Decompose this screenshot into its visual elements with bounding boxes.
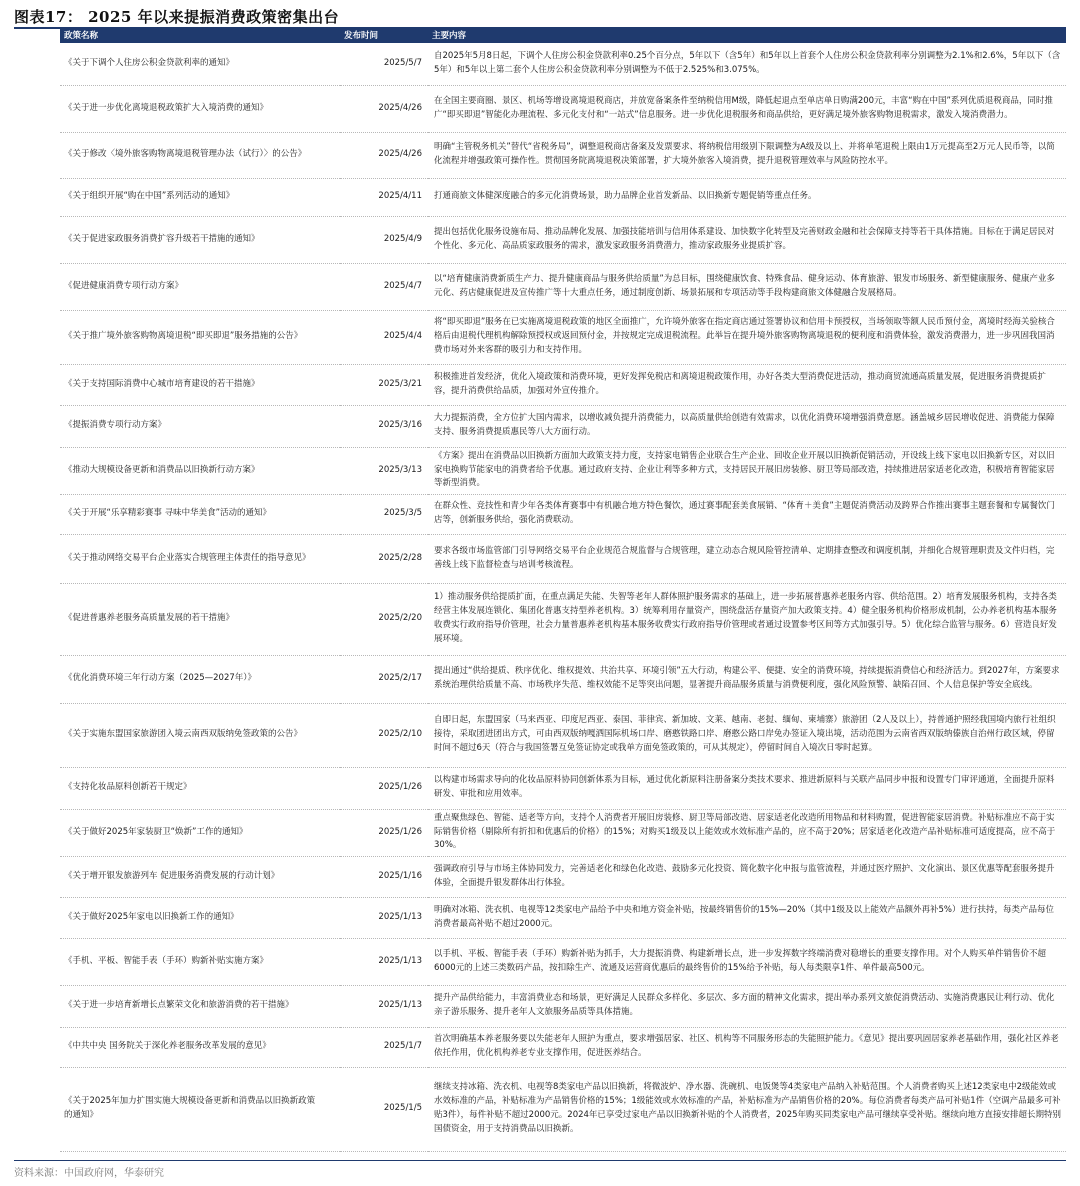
main-content-cell: 《方案》提出在消费品以旧换新方面加大政策支持力度，支持家电销售企业联合生产企业、回收企业开展以旧换新促销活动，开设线上线下家电以旧换新专区，对以旧家电换购节能家电的消费者给予优惠。通过政府支持、企业让利等多种方式，支持居民开展旧房装修、厨卫等局部改造，持续推进居家适老化改造，积极培育智能家居等新型消费。 (428, 447, 1066, 494)
release-date-cell: 2025/4/4 (340, 310, 428, 364)
source-note: 资料来源：中国政府网，华泰研究 (14, 1168, 164, 1179)
main-content-cell: 以“培育健康消费新质生产力、提升健康商品与服务供给质量”为总目标，围绕健康饮食、特殊食品、健身运动、体育旅游、银发市场服务、新型健康服务、健康产业多元化、药店健康促进及宣传推广等十大重点任务，通过制度创新、场景拓展和专项活动等手段构建商旅文体健融合发展格局。 (428, 263, 1066, 310)
table-row (60, 85, 1066, 132)
table-row (60, 405, 1066, 447)
table-row (60, 985, 1066, 1027)
table-row (60, 1067, 1066, 1151)
main-content-cell: 继续支持冰箱、洗衣机、电视等8类家电产品以旧换新，将微波炉、净水器、洗碗机、电饭煲等4类家电产品纳入补贴范围。个人消费者购买上述12类家电中2级能效或水效标准的产品，补贴标准为产品销售价格的15%；1级能效或水效标准的产品，补贴标准为产品销售价格的20%。每位消费者每类产品可补贴1件（空调产品最多可补贴3件），每件补贴不超过2000元。2024年已享受过家电产品以旧换新补贴的个人消费者，2025年购买同类家电产品可继续享受补贴。继续向地方直接安排超长期特别国债资金，用于支持消费品以旧换新。 (428, 1067, 1066, 1151)
table-body (60, 43, 1066, 1151)
release-date-cell: 2025/3/16 (340, 405, 428, 447)
table-header-row (60, 29, 1066, 43)
policy-name-cell: 《关于修改〈境外旅客购物离境退税管理办法（试行）〉的公告》 (60, 132, 340, 178)
main-content-cell: 提升产品供给能力，丰富消费业态和场景，更好满足人民群众多样化、多层次、多方面的精神文化需求，提出举办系列文旅促消费活动、实施消费惠民让利行动、优化亲子游乐服务、提升老年人文旅服务品质等具体措施。 (428, 985, 1066, 1027)
policy-table (60, 29, 1066, 1152)
bottom-rule (14, 1160, 1066, 1161)
main-content-cell: 要求各级市场监管部门引导网络交易平台企业规范合规监督与合规管理，建立动态合规风险管控清单、定期排查整改和调度机制，并细化合规管理职责及文件归档，完善线上线下监督检查与培训考核流程。 (428, 534, 1066, 583)
table-row (60, 447, 1066, 494)
table-row (60, 534, 1066, 583)
policy-name-cell: 《关于推广境外旅客购物离境退税“即买即退”服务措施的公告》 (60, 310, 340, 364)
policy-name-cell: 《关于实施东盟国家旅游团入境云南西双版纳免签政策的公告》 (60, 703, 340, 767)
policy-name-cell: 《关于推动网络交易平台企业落实合规管理主体责任的指导意见》 (60, 534, 340, 583)
table-row (60, 494, 1066, 534)
table-row (60, 216, 1066, 263)
release-date-cell: 2025/4/26 (340, 132, 428, 178)
policy-name-cell: 《促进健康消费专项行动方案》 (60, 263, 340, 310)
policy-name-cell: 《关于2025年加力扩围实施大规模设备更新和消费品以旧换新政策的通知》 (60, 1067, 340, 1151)
main-content-cell: 重点聚焦绿色、智能、适老等方向，支持个人消费者开展旧房装修、厨卫等局部改造、居家适老化改造所用物品和材料购置，促进智能家居消费。补贴标准应不高于实际销售价格（剔除所有折扣和优惠后的价格）的15%；对购买1级及以上能效或水效标准产品的，应不高于20%；居家适老化改造产品补贴标准可适度提高，应不高于30%。 (428, 809, 1066, 856)
table-row (60, 897, 1066, 938)
main-content-cell: 提出通过“供给提质、秩序优化、维权提效、共治共享、环境引领”五大行动，构建公平、便捷、安全的消费环境，持续提振消费信心和经济活力。到2027年，方案要求系统治理供给质量不高、市场秩序失范、维权效能不足等突出问题，显著提升商品服务质量与消费便利度，强化风险预警、缺陷召回、个人信息保护等安全底线。 (428, 655, 1066, 703)
release-date-cell: 2025/1/26 (340, 767, 428, 809)
release-date-cell: 2025/2/10 (340, 703, 428, 767)
main-content-cell: 明确“主管税务机关”替代“省税务局”，调整退税商店备案及发票要求、将纳税信用级别下限调整为A级及以上、并将单笔退税上限由1万元提高至2万元人民币等，以简化流程并增强政策可操作性。贯彻国务院离境退税决策部署，扩大境外旅客入境消费，提升退税管理效率与风险防控水平。 (428, 132, 1066, 178)
table-row (60, 856, 1066, 897)
release-date-cell: 2025/1/16 (340, 856, 428, 897)
policy-name-cell: 《关于开展“乐享精彩赛事 寻味中华美食”活动的通知》 (60, 494, 340, 534)
release-date-cell: 2025/1/13 (340, 985, 428, 1027)
policy-name-cell: 《提振消费专项行动方案》 (60, 405, 340, 447)
release-date-cell: 2025/1/26 (340, 809, 428, 856)
table-row (60, 767, 1066, 809)
table-row (60, 263, 1066, 310)
table-row (60, 178, 1066, 216)
table-row (60, 809, 1066, 856)
policy-name-cell: 《优化消费环境三年行动方案（2025—2027年）》 (60, 655, 340, 703)
main-content-cell: 自即日起，东盟国家（马来西亚、印度尼西亚、泰国、菲律宾、新加坡、文莱、越南、老挝、缅甸、柬埔寨）旅游团（2人及以上），持普通护照经我国境内旅行社组织接待，采取团进团出方式，可由西双版纳嘎洒国际机场口岸、磨憨铁路口岸、磨憨公路口岸免办签证入境出境，活动范围为云南省西双版纳傣族自治州行政区域，停留时间不超过6天（符合与我国签署互免签证协定或我单方面免签政策的，可从其规定），停留时间自入境次日零时起算。 (428, 703, 1066, 767)
policy-name-cell: 《促进普惠养老服务高质量发展的若干措施》 (60, 583, 340, 655)
main-content-cell: 1）推动服务供给提质扩面，在重点满足失能、失智等老年人群体照护服务需求的基础上，进一步拓展普惠养老服务内容、供给范围。2）培育发展服务机构，支持各类经营主体发展连锁化、集团化普惠支持型养老机构。3）统筹利用存量资产，围绕盘活存量资产加大政策支持。4）健全服务机构价格形成机制，公办养老机构基本服务收费实行政府指导价管理，社会力量普惠养老机构基本服务收费实行政府指导价管理或者通过设置参考区间等方式加强引导。5）优化综合监管与服务。6）营造良好发展环境。 (428, 583, 1066, 655)
table-row (60, 132, 1066, 178)
main-content-cell: 自2025年5月8日起，下调个人住房公积金贷款利率0.25个百分点，5年以下（含5年）和5年以上首套个人住房公积金贷款利率分别调整为2.1%和2.6%，5年以下（含5年）和5年以上第二套个人住房公积金贷款利率分别调整为不低于2.525%和3.075%。 (428, 43, 1066, 85)
release-date-cell: 2025/1/13 (340, 897, 428, 938)
table-row (60, 364, 1066, 405)
main-content-cell: 首次明确基本养老服务要以失能老年人照护为重点，要求增强居家、社区、机构等不同服务形态的失能照护能力。《意见》提出要巩固居家养老基础作用，强化社区养老依托作用，优化机构养老专业支撑作用，促进医养结合。 (428, 1027, 1066, 1067)
release-date-cell: 2025/3/5 (340, 494, 428, 534)
release-date-cell: 2025/1/7 (340, 1027, 428, 1067)
policy-name-cell: 《手机、平板、智能手表（手环）购新补贴实施方案》 (60, 938, 340, 985)
policy-name-cell: 《推动大规模设备更新和消费品以旧换新行动方案》 (60, 447, 340, 494)
page-title: 图表17： 2025 年以来提振消费政策密集出台 (14, 8, 340, 26)
header-main-content: 主要内容 (428, 29, 1066, 43)
policy-name-cell: 《关于进一步培育新增长点繁荣文化和旅游消费的若干措施》 (60, 985, 340, 1027)
table-row (60, 703, 1066, 767)
policy-name-cell: 《关于支持国际消费中心城市培育建设的若干措施》 (60, 364, 340, 405)
table-row (60, 583, 1066, 655)
release-date-cell: 2025/3/13 (340, 447, 428, 494)
table-row (60, 43, 1066, 85)
main-content-cell: 强调政府引导与市场主体协同发力，完善适老化和绿色化改造、鼓励多元化投资、简化数字化申报与监管流程，并通过医疗照护、文化演出、景区优惠等配套服务提升体验，全面提升银发群体出行体验。 (428, 856, 1066, 897)
table-row (60, 655, 1066, 703)
policy-name-cell: 《关于组织开展“购在中国”系列活动的通知》 (60, 178, 340, 216)
release-date-cell: 2025/5/7 (340, 43, 428, 85)
release-date-cell: 2025/1/13 (340, 938, 428, 985)
main-content-cell: 在群众性、竞技性和青少年各类体育赛事中有机融合地方特色餐饮，通过赛事配套美食展销、“体育＋美食”主题促消费活动及跨界合作推出赛事主题套餐和专属餐饮门店等，创新服务供给，强化消费联动。 (428, 494, 1066, 534)
table-row (60, 1027, 1066, 1067)
release-date-cell: 2025/4/9 (340, 216, 428, 263)
release-date-cell: 2025/2/17 (340, 655, 428, 703)
policy-name-cell: 《关于增开银发旅游列车 促进服务消费发展的行动计划》 (60, 856, 340, 897)
header-release-date: 发布时间 (340, 29, 428, 43)
main-content-cell: 打通商旅文体健深度融合的多元化消费场景，助力品牌企业首发新品、以旧换新专题促销等重点任务。 (428, 178, 1066, 216)
policy-name-cell: 《关于做好2025年家电以旧换新工作的通知》 (60, 897, 340, 938)
main-content-cell: 积极推进首发经济，优化入境政策和消费环境，更好发挥免税店和离境退税政策作用，办好各类大型消费促进活动，推动商贸流通高质量发展，促进服务消费提质扩容，提升消费供给品质，加强对外宣传推介。 (428, 364, 1066, 405)
policy-name-cell: 《关于做好2025年家装厨卫“焕新”工作的通知》 (60, 809, 340, 856)
release-date-cell: 2025/1/5 (340, 1067, 428, 1151)
table-row (60, 310, 1066, 364)
release-date-cell: 2025/4/11 (340, 178, 428, 216)
main-content-cell: 在全国主要商圈、景区、机场等增设离境退税商店，并放宽备案条件至纳税信用M级，降低起退点至单店单日购满200元，丰富“购在中国”系列优质退税商品，同时推广“即买即退”智能化办理流程、多元化支付和“一站式”信息服务。进一步优化退税服务和商品供给，更好满足境外旅客购物退税需求，激发入境消费潜力。 (428, 85, 1066, 132)
main-content-cell: 以手机、平板、智能手表（手环）购新补贴为抓手，大力提振消费、构建新增长点，进一步发挥数字终端消费对稳增长的重要支撑作用。对个人购买单件销售价不超6000元的上述三类数码产品，按扣除生产、流通及运营商优惠后的最终售价的15%给予补贴，每人每类限享1件、单件最高500元。 (428, 938, 1066, 985)
header-policy-name: 政策名称 (60, 29, 340, 43)
policy-name-cell: 《关于下调个人住房公积金贷款利率的通知》 (60, 43, 340, 85)
release-date-cell: 2025/4/7 (340, 263, 428, 310)
main-content-cell: 大力提振消费，全方位扩大国内需求，以增收减负提升消费能力，以高质量供给创造有效需求，以优化消费环境增强消费意愿。涵盖城乡居民增收促进、消费能力保障支持、服务消费提质惠民等八大方面行动。 (428, 405, 1066, 447)
table-row (60, 938, 1066, 985)
main-content-cell: 提出包括优化服务设施布局、推动品牌化发展、加强技能培训与信用体系建设、加快数字化转型及完善财政金融和社会保障支持等若干具体措施。目标在于满足居民对个性化、多元化、高品质家政服务的需求，激发家政服务消费潜力，推动家政服务业提质扩容。 (428, 216, 1066, 263)
policy-name-cell: 《关于促进家政服务消费扩容升级若干措施的通知》 (60, 216, 340, 263)
policy-name-cell: 《中共中央 国务院关于深化养老服务改革发展的意见》 (60, 1027, 340, 1067)
main-content-cell: 以构建市场需求导向的化妆品原料协同创新体系为目标，通过优化新原料注册备案分类技术要求、推进新原料与关联产品同步申报和设置专门审评通道，全面提升原料研发、审批和应用效率。 (428, 767, 1066, 809)
release-date-cell: 2025/4/26 (340, 85, 428, 132)
release-date-cell: 2025/2/28 (340, 534, 428, 583)
release-date-cell: 2025/2/20 (340, 583, 428, 655)
policy-name-cell: 《关于进一步优化离境退税政策扩大入境消费的通知》 (60, 85, 340, 132)
policy-name-cell: 《支持化妆品原料创新若干规定》 (60, 767, 340, 809)
release-date-cell: 2025/3/21 (340, 364, 428, 405)
main-content-cell: 明确对冰箱、洗衣机、电视等12类家电产品给予中央和地方资金补贴，按最终销售价的15%—20%（其中1级及以上能效产品额外再补5%）进行扶持，每类产品每位消费者最高补贴不超过2000元。 (428, 897, 1066, 938)
main-content-cell: 将“即买即退”服务在已实施离境退税政策的地区全面推广，允许境外旅客在指定商店通过签署协议和信用卡预授权，当场领取等额人民币预付金，离境时经海关验核合格后由退税代理机构解除预授权或返回预付金，并按规定完成退税流程。此举旨在提升境外旅客购物离境退税的便利度和消费体验，激发消费潜力，进一步巩固我国消费市场对外来客群的吸引力和支持作用。 (428, 310, 1066, 364)
